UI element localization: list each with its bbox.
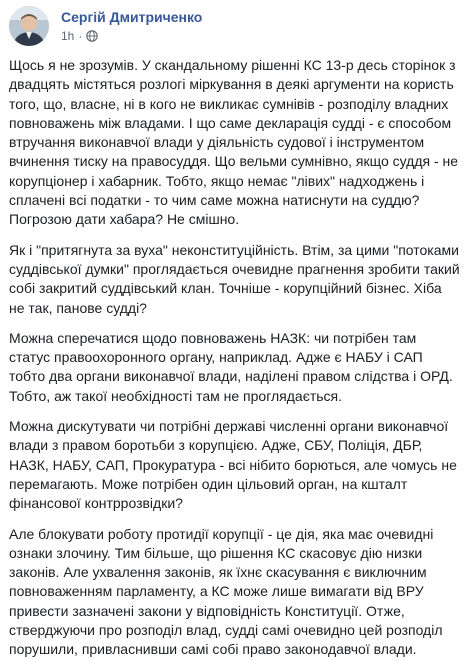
- post-paragraph: Щось я не зрозумів. У скандальному рішенні КС 13-р десь сторінок з двадцять містяться розлогі міркування в деякі аргументи на користь того, що, власне, ні в кого не викликає сумнівів - розподілу владних повноважень між владами. І що саме декларація судді - є способом втручання виконавчої влади у діяльність судової і інструментом вчинення тиску на правосуддя. Що вельми сумнівно, якщо суддя - не корупціонер і хабарник. Тобто, якщо немає "лівих" надходжень і сплачені всі податки - то чим саме можна натиснути на суддю? Погрозою дати хабара? Не смішно.: [9, 57, 459, 228]
- post-paragraph: Можна дискутувати чи потрібні державі численні органи виконавчої влади з правом боротьби з корупцією. Адже, СБУ, Поліція, ДБР, НАЗК, НАБУ, САП, Прокуратура - всі нібито борються, але чомусь не перемагають. Може потрібен один цільовий орган, на кшталт фінансової контррозвідки?: [9, 418, 457, 512]
- author-name[interactable]: Сергій Дмитриченко: [61, 9, 203, 25]
- meta-separator: ·: [78, 29, 83, 43]
- post-paragraph: Але блокувати роботу протидії корупції - це дія, яка має очевидні ознаки злочину. Тим більше, що рішення КС скасовує дію низки законів. Але ухвалення законів, як їхнє скасування є виключним повноваженням парламенту, а КС може лише вимагати від ВРУ привести зазначені закони у відповідність Конституції. Отже, стверджуючи про розподіл влад, судді самі очевидно цей розподіл порушили, привласнивши самі собі право законодавчої влади.: [9, 525, 443, 658]
- post-header: [9, 0, 460, 52]
- post-meta: [61, 29, 98, 43]
- post-paragraph: Як і "притягнута за вуха" неконституційність. Втім, за цими "потоками суддівської думки" проглядається очевидне прагнення зробити такий собі закритий суддівський клан. Точніше - корупційний бізнес. Хіба не так, панове судді?: [9, 241, 460, 316]
- profile-photo: [9, 6, 49, 46]
- globe-icon[interactable]: [86, 30, 98, 42]
- post-paragraph: Можна сперечатися щодо повноважень НАЗК: чи потрібен там статус правоохоронного органу, наприклад. Адже є НАБУ і САП тобто два органи виконавчої влади, наділені правом слідства і ОРД. Тобто, аж такої необхідності там не проглядається.: [9, 329, 453, 404]
- post-timestamp[interactable]: 1h: [61, 29, 75, 43]
- post-body: [9, 52, 460, 660]
- avatar[interactable]: [9, 6, 49, 46]
